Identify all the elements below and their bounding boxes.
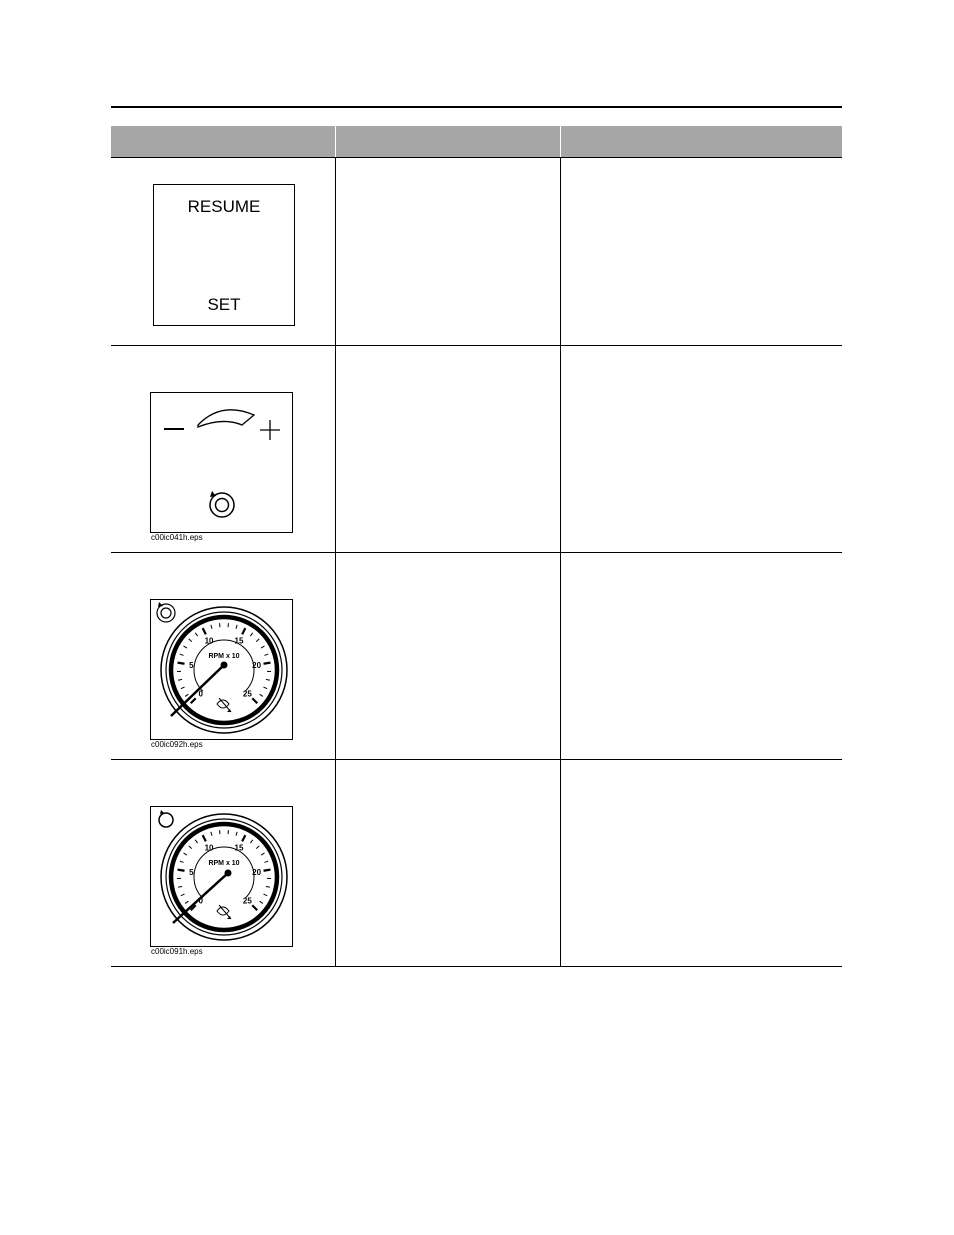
minor-tick bbox=[211, 625, 212, 629]
minor-tick bbox=[264, 861, 268, 862]
function-cell bbox=[561, 553, 842, 759]
minor-tick bbox=[185, 694, 188, 696]
plus-icon bbox=[260, 420, 280, 440]
image-caption: c00ic092h.eps bbox=[151, 740, 203, 749]
rotate-knob-icon bbox=[210, 491, 234, 517]
minor-tick bbox=[184, 646, 187, 648]
table-row bbox=[111, 760, 842, 967]
minor-tick bbox=[256, 846, 259, 849]
table-header bbox=[111, 126, 842, 158]
minor-tick bbox=[185, 901, 188, 903]
image-caption: c00ic091h.eps bbox=[151, 947, 203, 956]
header-cell-2 bbox=[336, 126, 561, 157]
tick-label: 25 bbox=[242, 689, 252, 699]
minor-tick bbox=[266, 679, 270, 680]
tick-label: 15 bbox=[234, 636, 244, 646]
table-row bbox=[111, 158, 842, 346]
minor-tick bbox=[250, 633, 252, 636]
tick-label: 0 bbox=[198, 896, 203, 906]
tick-label: 15 bbox=[234, 843, 244, 853]
throttle-arc-icon bbox=[198, 410, 254, 427]
minor-tick bbox=[263, 687, 267, 689]
rotate-knob-icon bbox=[159, 810, 173, 827]
engine-icon bbox=[217, 905, 231, 919]
table-row bbox=[111, 553, 842, 760]
description-cell bbox=[336, 553, 561, 759]
major-tick bbox=[203, 835, 206, 841]
minor-tick bbox=[256, 639, 259, 642]
major-tick bbox=[264, 870, 271, 871]
minor-tick bbox=[181, 687, 185, 689]
tick-label: 20 bbox=[252, 660, 262, 670]
throttle-control bbox=[150, 392, 293, 533]
set-label: SET bbox=[207, 295, 241, 314]
minor-tick bbox=[250, 840, 252, 843]
tick-label: 25 bbox=[242, 896, 252, 906]
minor-tick bbox=[261, 646, 264, 648]
minor-tick bbox=[184, 853, 187, 855]
rotate-knob-icon bbox=[157, 602, 175, 622]
image-cell bbox=[111, 760, 336, 966]
minor-tick bbox=[181, 894, 185, 896]
minor-tick bbox=[178, 886, 182, 887]
minor-tick bbox=[178, 679, 182, 680]
minor-tick bbox=[189, 846, 192, 849]
image-cell bbox=[111, 553, 336, 759]
minor-tick bbox=[195, 633, 197, 636]
description-cell bbox=[336, 158, 561, 345]
controls-table bbox=[111, 126, 842, 967]
minor-tick bbox=[211, 832, 212, 836]
inner-dial-arc bbox=[194, 847, 254, 898]
tick-label: 10 bbox=[204, 636, 214, 646]
major-tick bbox=[178, 870, 185, 871]
minor-tick bbox=[189, 639, 192, 642]
description-cell bbox=[336, 346, 561, 552]
minor-tick bbox=[260, 694, 263, 696]
tick-label: 10 bbox=[204, 843, 214, 853]
function-cell bbox=[561, 760, 842, 966]
major-tick bbox=[191, 698, 196, 703]
major-tick bbox=[178, 663, 185, 664]
minor-tick bbox=[263, 894, 267, 896]
tick-label: 20 bbox=[252, 867, 262, 877]
major-tick bbox=[242, 835, 245, 841]
engine-icon bbox=[217, 698, 231, 712]
minor-tick bbox=[180, 654, 184, 655]
tick-label: 5 bbox=[189, 867, 194, 877]
major-tick bbox=[203, 628, 206, 634]
major-tick bbox=[252, 905, 257, 910]
resume-set-switch bbox=[153, 184, 295, 326]
resume-label: RESUME bbox=[187, 197, 261, 216]
description-cell bbox=[336, 760, 561, 966]
minor-tick bbox=[180, 861, 184, 862]
needle bbox=[171, 662, 228, 717]
header-cell-1 bbox=[111, 126, 336, 157]
image-cell bbox=[111, 346, 336, 552]
header-cell-3 bbox=[561, 126, 842, 157]
top-rule bbox=[111, 106, 842, 108]
minor-tick bbox=[266, 886, 270, 887]
minor-tick bbox=[264, 654, 268, 655]
tachometer-gauge-icon bbox=[150, 806, 293, 947]
tachometer-gauge-icon bbox=[150, 599, 293, 740]
major-tick bbox=[242, 628, 245, 634]
image-cell bbox=[111, 158, 336, 345]
minor-tick bbox=[261, 853, 264, 855]
tick-label: 0 bbox=[198, 689, 203, 699]
minor-tick bbox=[260, 901, 263, 903]
function-cell bbox=[561, 346, 842, 552]
minor-tick bbox=[236, 625, 237, 629]
gauge-label: RPM x 10 bbox=[208, 860, 240, 867]
function-cell bbox=[561, 158, 842, 345]
major-tick bbox=[252, 698, 257, 703]
tick-label: 5 bbox=[189, 660, 194, 670]
gauge-label: RPM x 10 bbox=[208, 653, 240, 660]
minor-tick bbox=[236, 832, 237, 836]
image-caption: c00ic041h.eps bbox=[151, 533, 203, 542]
minor-tick bbox=[195, 840, 197, 843]
major-tick bbox=[264, 663, 271, 664]
table-row bbox=[111, 346, 842, 553]
